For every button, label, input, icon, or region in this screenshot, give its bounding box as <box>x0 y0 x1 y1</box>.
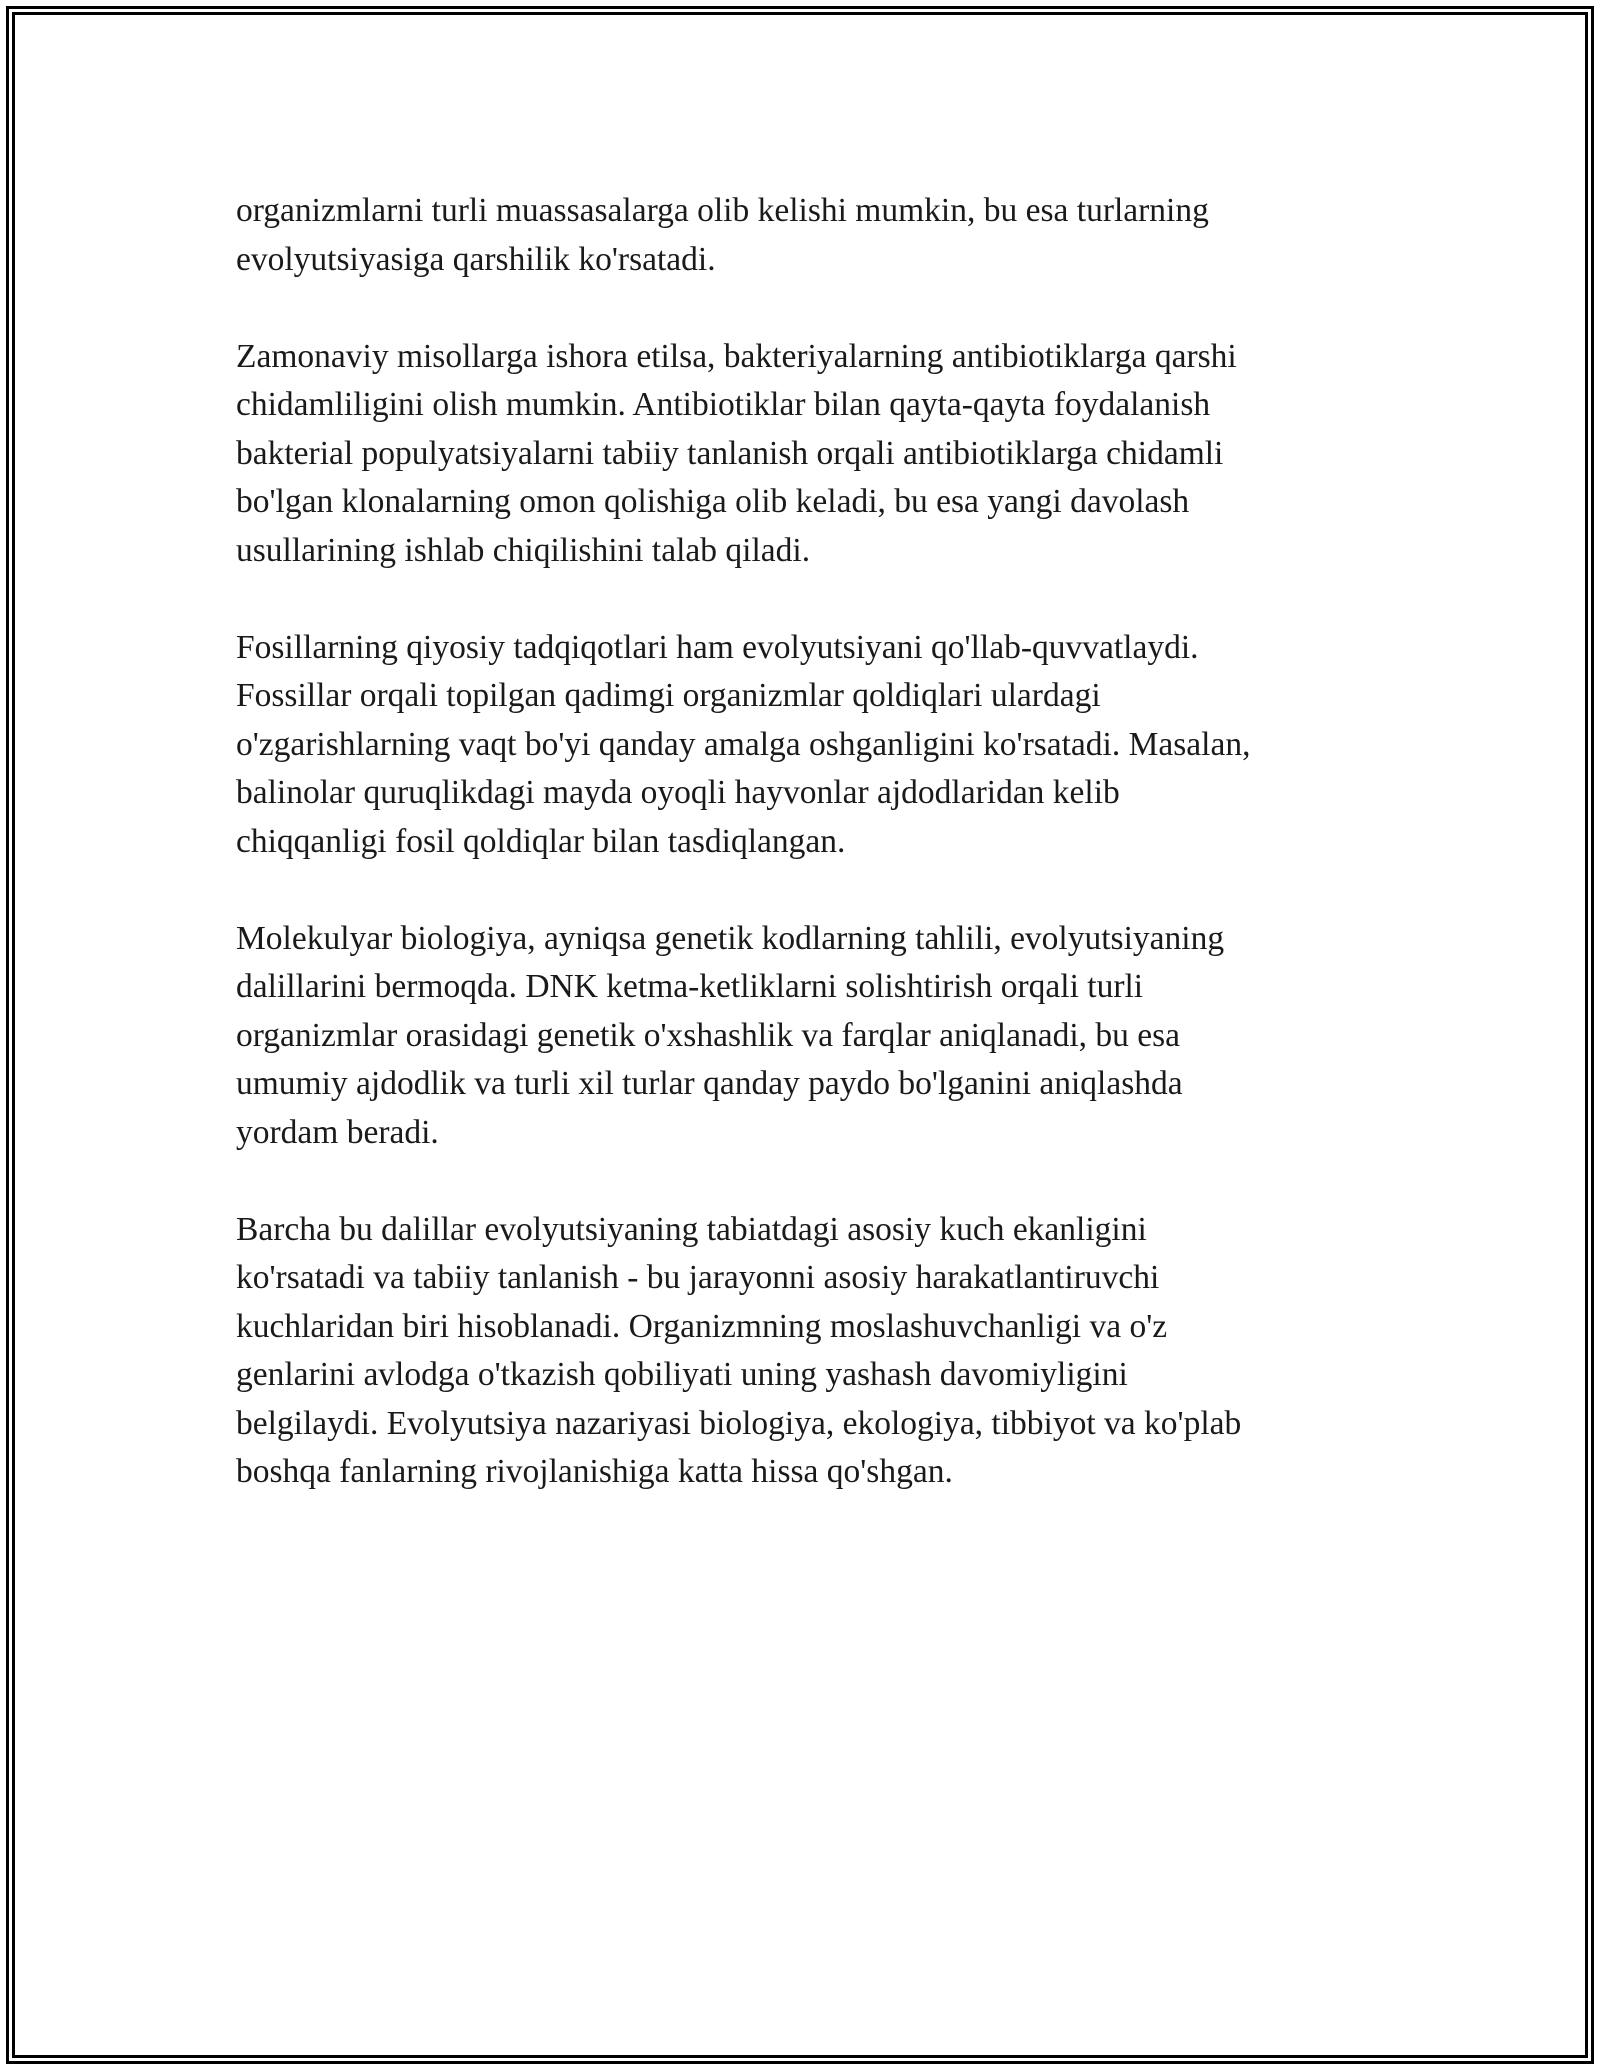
text-line: balinolar quruqlikdagi mayda oyoqli hayvonlar ajdodlaridan kelib <box>236 774 1120 811</box>
text-line: umumiy ajdodlik va turli xil turlar qanday paydo bo'lganini aniqlashda <box>236 1065 1183 1102</box>
paragraph-5 <box>236 1206 1356 1497</box>
document-body <box>236 187 1356 1545</box>
text-line: Zamonaviy misollarga ishora etilsa, bakteriyalarning antibiotiklarga qarshi <box>236 337 1237 375</box>
text-line: organizmlar orasidagi genetik o'xshashlik va farqlar aniqlanadi, bu esa <box>236 1016 1181 1054</box>
text-line: genlarini avlodga o'tkazish qobiliyati uning yashash davomiyligini <box>236 1356 1128 1393</box>
paragraph-3 <box>236 624 1356 867</box>
text-line: Barcha bu dalillar evolyutsiyaning tabiatdagi asosiy kuch ekanligini <box>236 1210 1147 1248</box>
text-line: ko'rsatadi va tabiiy tanlanish - bu jarayonni asosiy harakatlantiruvchi <box>236 1259 1160 1296</box>
text-line: chiqqanligi fosil qoldiqlar bilan tasdiqlangan. <box>236 822 846 860</box>
text-line: o'zgarishlarning vaqt bo'yi qanday amalga oshganligini ko'rsatadi. Masalan, <box>236 725 1251 763</box>
text-line: yordam beradi. <box>236 1113 439 1151</box>
text-line: evolyutsiyasiga qarshilik ko'rsatadi. <box>236 240 716 278</box>
text-line: bo'lgan klonalarning omon qolishiga olib keladi, bu esa yangi davolash <box>236 483 1190 520</box>
text-line: boshqa fanlarning rivojlanishiga katta hissa qo'shgan. <box>236 1453 953 1490</box>
text-line: Fossillar orqali topilgan qadimgi organizmlar qoldiqlari ulardagi <box>236 677 1101 714</box>
text-line: Molekulyar biologiya, ayniqsa genetik kodlarning tahlili, evolyutsiyaning <box>236 919 1225 957</box>
text-line: bakterial populyatsiyalarni tabiiy tanlanish orqali antibiotiklarga chidamli <box>236 434 1224 472</box>
paragraph-1 <box>236 187 1356 284</box>
text-line: Fosillarning qiyosiy tadqiqotlari ham evolyutsiyani qo'llab-quvvatlaydi. <box>236 628 1199 666</box>
text-line: kuchlaridan biri hisoblanadi. Organizmning moslashuvchanligi va o'z <box>236 1307 1168 1345</box>
paragraph-4 <box>236 915 1356 1158</box>
paragraph-2 <box>236 333 1356 576</box>
text-line: dalillarini bermoqda. DNK ketma-ketliklarni solishtirish orqali turli <box>236 968 1144 1005</box>
text-line: organizmlarni turli muassasalarga olib kelishi mumkin, bu esa turlarning <box>236 192 1209 229</box>
text-line: belgilaydi. Evolyutsiya nazariyasi biologiya, ekologiya, tibbiyot va ko'plab <box>236 1404 1242 1442</box>
text-line: usullarining ishlab chiqilishini talab qiladi. <box>236 531 811 569</box>
text-line: chidamliligini olish mumkin. Antibiotiklar bilan qayta-qayta foydalanish <box>236 386 1211 423</box>
